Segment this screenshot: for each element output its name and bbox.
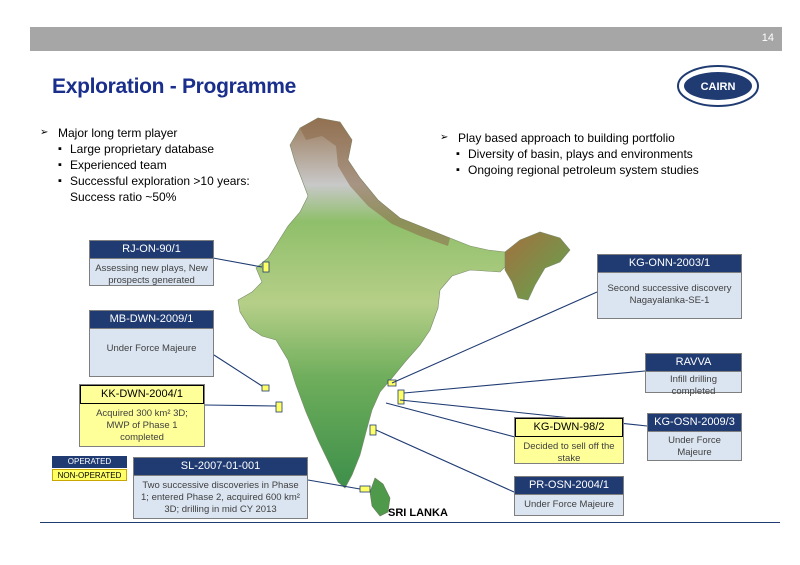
sri-lanka <box>370 478 390 516</box>
block-card-kgosn <box>647 413 742 461</box>
left-bullet-main: ➢ Major long term player <box>40 125 255 141</box>
right-bullet-item: ▪ Ongoing regional petroleum system studies <box>440 162 770 178</box>
page-title: Exploration - Programme <box>52 75 296 98</box>
northeast-region <box>505 232 570 300</box>
block-desc: Under Force Majeure <box>106 343 197 354</box>
block-name: MB-DWN-2009/1 <box>90 311 213 329</box>
block-card-kgonn <box>597 254 742 319</box>
footer-divider <box>40 522 780 523</box>
block-marker-ravva <box>398 390 404 404</box>
page-number: 14 <box>761 32 774 44</box>
logo-text: CAIRN <box>700 81 736 93</box>
block-card-sl <box>133 457 308 519</box>
block-name: RAVVA <box>646 354 741 372</box>
block-desc: Infill drilling completed <box>670 374 717 397</box>
block-marker-rj <box>263 262 269 272</box>
block-desc: Assessing new plays, New prospects generated <box>95 263 208 286</box>
block-desc: Two successive discoveries in Phase 1; entered Phase 2, acquired 600 km² 3D; drilling in mid CY 2013 <box>141 480 300 515</box>
right-bullets <box>440 130 770 178</box>
block-name: PR-OSN-2004/1 <box>515 477 623 495</box>
legend-non-operated: NON-OPERATED <box>52 469 127 481</box>
block-name: KG-ONN-2003/1 <box>598 255 741 273</box>
map-label-sri-lanka: SRI LANKA <box>388 507 448 519</box>
block-marker-sl <box>360 486 370 492</box>
block-marker-mb <box>262 385 269 391</box>
block-marker-kk <box>276 402 282 412</box>
block-card-ravva <box>645 353 742 397</box>
block-name: KG-OSN-2009/3 <box>648 414 741 432</box>
block-name: SL-2007-01-001 <box>134 458 307 476</box>
left-bullet-item: ▪ Successful exploration >10 years: Success ratio ~50% <box>40 173 255 205</box>
block-name: RJ-ON-90/1 <box>90 241 213 259</box>
right-bullet-main: ➢ Play based approach to building portfolio <box>440 130 770 146</box>
legend-operated: OPERATED <box>52 456 127 468</box>
left-bullet-item: ▪ Large proprietary database <box>40 141 255 157</box>
block-card-kgdwn <box>514 417 624 464</box>
block-marker-pr <box>370 425 376 435</box>
left-bullets <box>40 125 255 205</box>
block-desc: Under Force Majeure <box>524 499 614 510</box>
block-desc: Second successive discovery Nagayalanka-SE-1 <box>607 283 732 306</box>
block-desc: Acquired 300 km² 3D; MWP of Phase 1 completed <box>96 408 188 443</box>
block-card-kk <box>79 384 205 447</box>
block-card-pr <box>514 476 624 516</box>
block-name: KG-DWN-98/2 <box>515 418 623 437</box>
block-card-mb <box>89 310 214 377</box>
block-desc: Under Force Majeure <box>668 435 721 458</box>
left-bullet-item: ▪ Experienced team <box>40 157 255 173</box>
block-name: KK-DWN-2004/1 <box>80 385 204 404</box>
block-card-rj <box>89 240 214 286</box>
block-desc: Decided to sell off the stake <box>523 441 615 464</box>
right-bullet-item: ▪ Diversity of basin, plays and environments <box>440 146 770 162</box>
